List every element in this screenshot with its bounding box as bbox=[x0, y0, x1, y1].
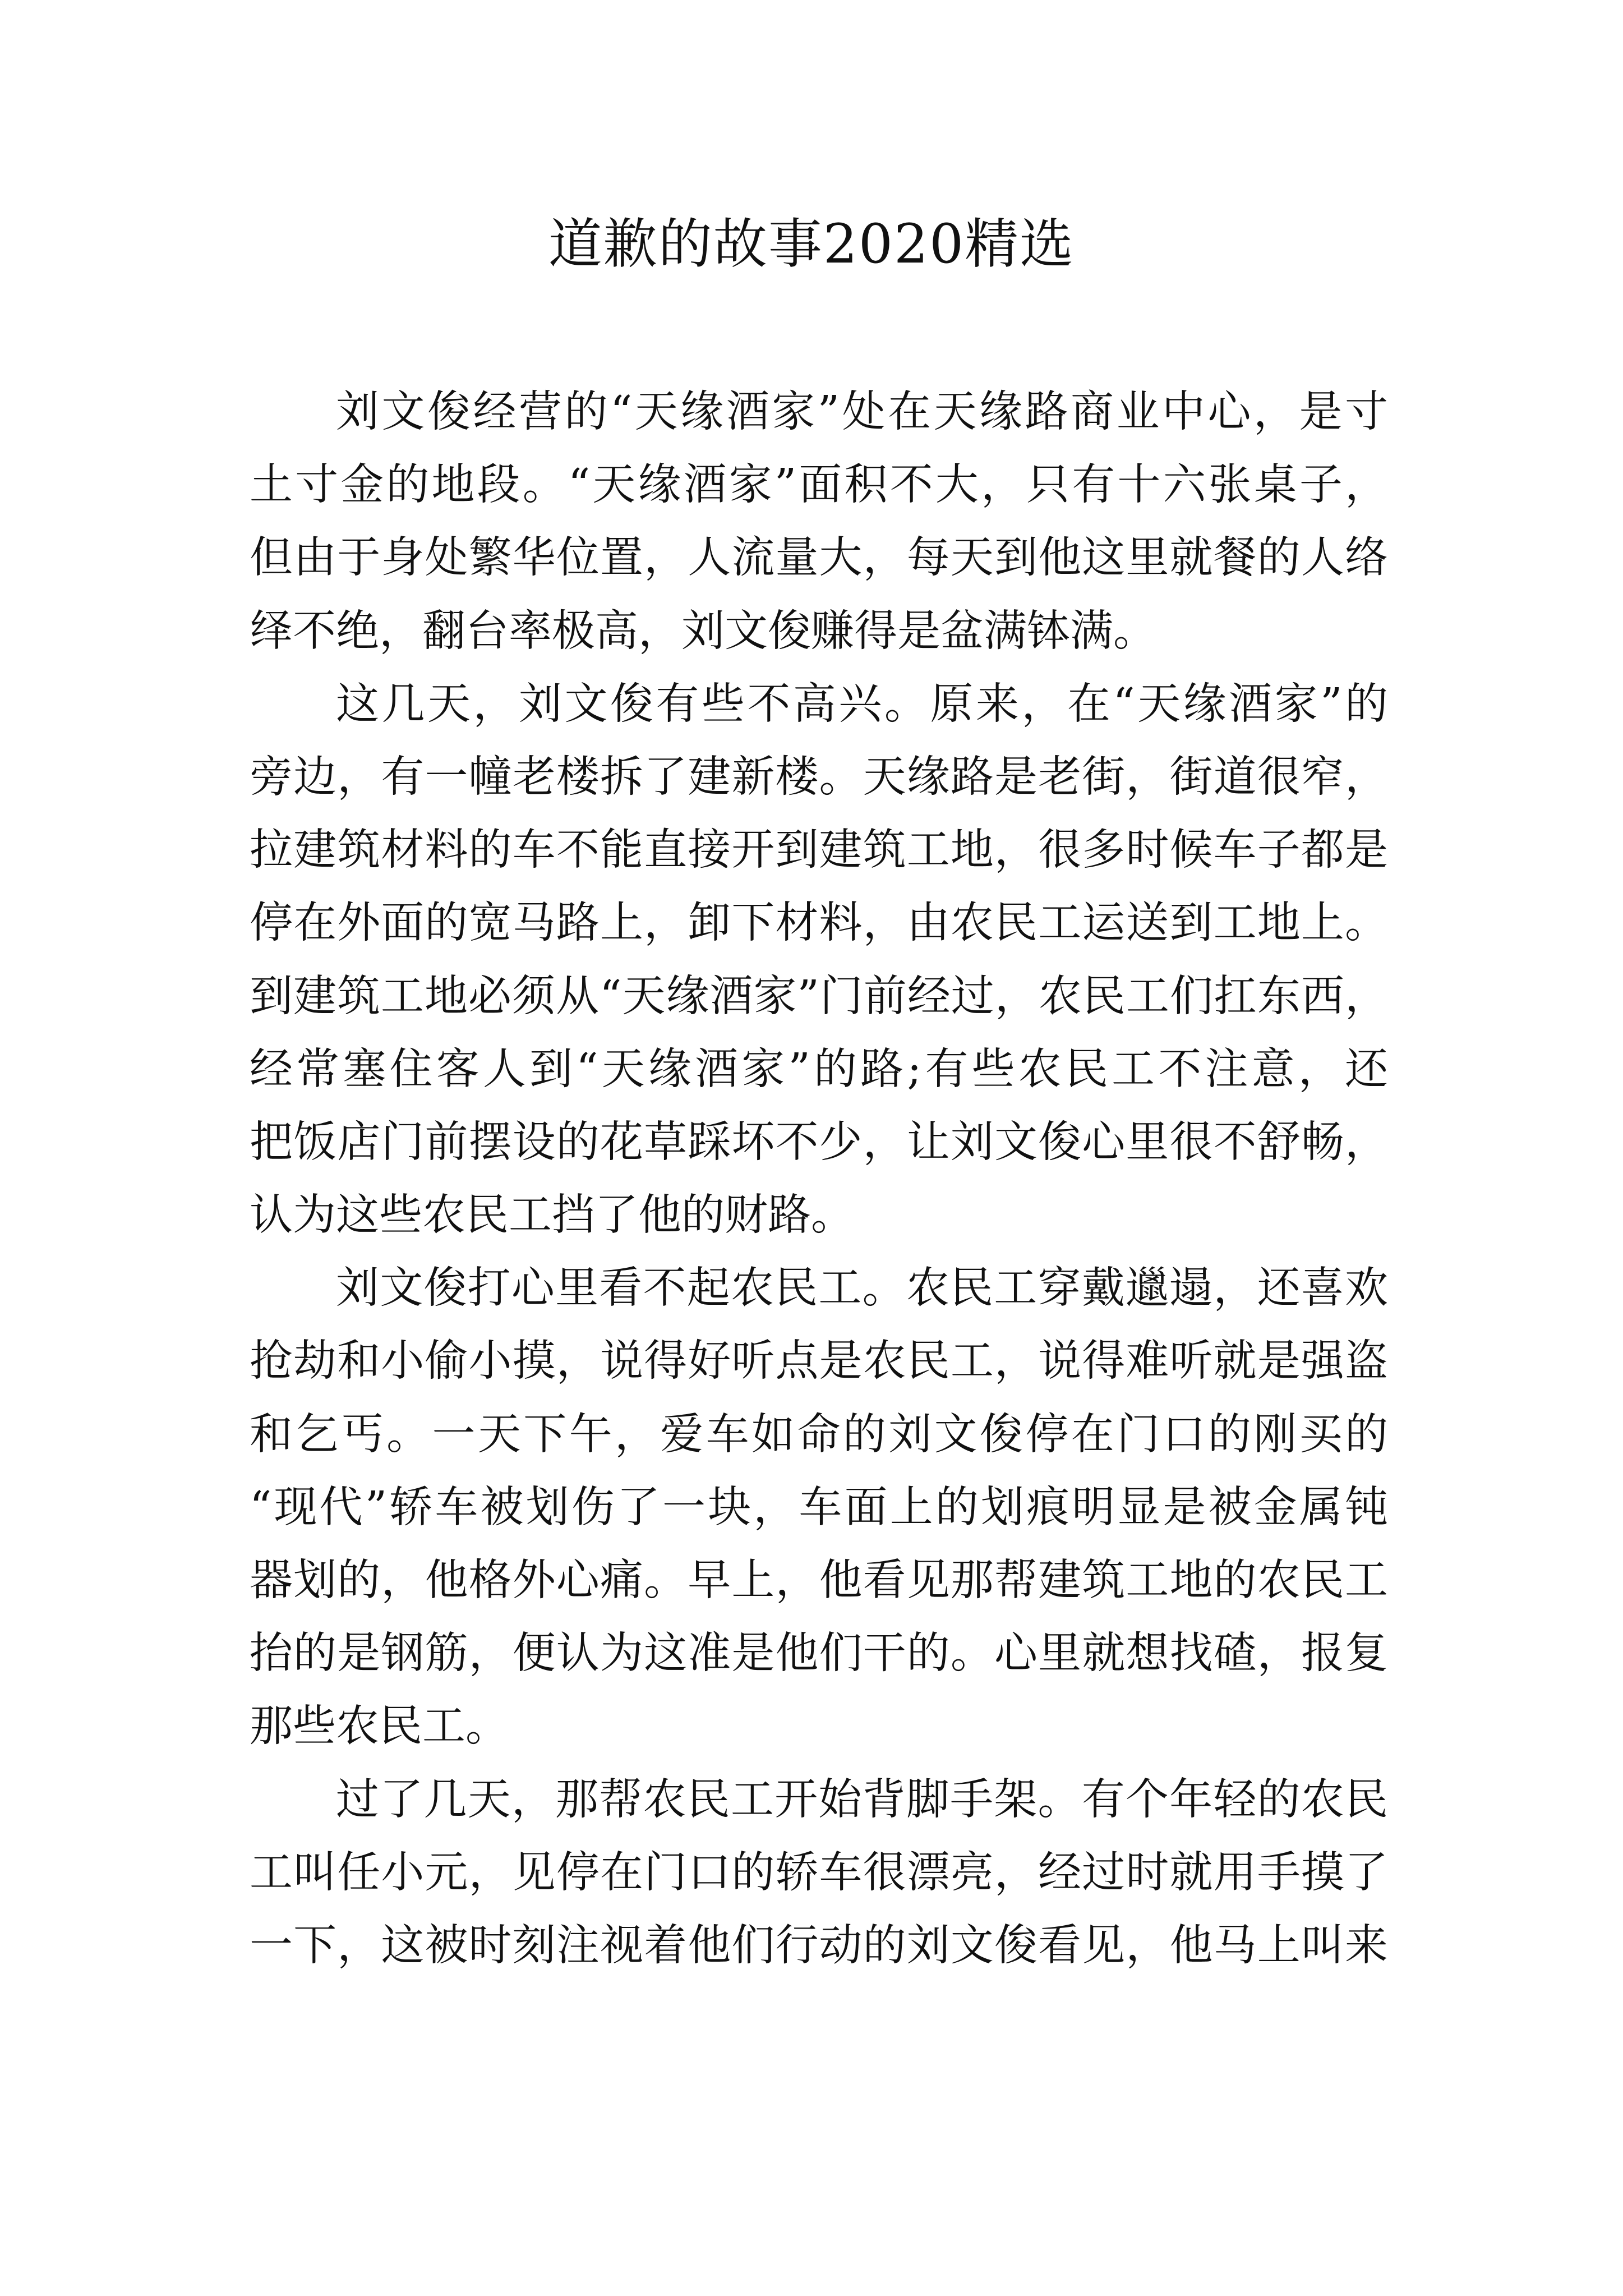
text-line: 把饭店门前摆设的花草踩坏不少，让刘文俊心里很不舒畅， bbox=[250, 1117, 1388, 1167]
text-line: 过了几天，那帮农民工开始背脚手架。有个年轻的农民 bbox=[336, 1774, 1388, 1825]
document-body bbox=[250, 376, 1388, 1982]
text-line: 土寸金的地段。“天缘酒家”面积不大，只有十六张桌子， bbox=[250, 460, 1388, 510]
text-line: 刘文俊打心里看不起农民工。农民工穿戴邋遢，还喜欢 bbox=[336, 1263, 1388, 1314]
text-line: “现代”轿车被划伤了一块，车面上的划痕明显是被金属钝 bbox=[250, 1482, 1388, 1533]
text-line: 但由于身处繁华位置，人流量大，每天到他这里就餐的人络 bbox=[250, 533, 1388, 583]
text-line: 绎不绝，翻台率极高，刘文俊赚得是盆满钵满。 bbox=[250, 606, 1156, 656]
text-line: 拉建筑材料的车不能直接开到建筑工地，很多时候车子都是 bbox=[250, 825, 1388, 876]
text-line: 刘文俊经营的“天缘酒家”处在天缘路商业中心，是寸 bbox=[336, 387, 1388, 437]
text-line: 停在外面的宽马路上，卸下材料，由农民工运送到工地上。 bbox=[250, 898, 1388, 949]
text-line: 工叫任小元，见停在门口的轿车很漂亮，经过时就用手摸了 bbox=[250, 1847, 1388, 1898]
text-line: 这几天，刘文俊有些不高兴。原来，在“天缘酒家”的 bbox=[336, 679, 1388, 729]
text-line: 一下，这被时刻注视着他们行动的刘文俊看见，他马上叫来 bbox=[250, 1920, 1388, 1971]
document-title: 道歉的故事2020精选 bbox=[548, 213, 1075, 275]
text-line: 经常塞住客人到“天缘酒家”的路;有些农民工不注意，还 bbox=[250, 1044, 1388, 1094]
text-line: 认为这些农民工挡了他的财路。 bbox=[250, 1190, 854, 1241]
text-line: 和乞丐。一天下午，爱车如命的刘文俊停在门口的刚买的 bbox=[250, 1409, 1388, 1460]
text-line: 抢劫和小偷小摸，说得好听点是农民工，说得难听就是强盗 bbox=[250, 1336, 1388, 1387]
text-line: 器划的，他格外心痛。早上，他看见那帮建筑工地的农民工 bbox=[250, 1556, 1388, 1605]
text-line: 旁边，有一幢老楼拆了建新楼。天缘路是老街，街道很窄， bbox=[250, 752, 1388, 802]
text-line: 那些农民工。 bbox=[250, 1701, 509, 1752]
text-line: 抬的是钢筋，便认为这准是他们干的。心里就想找碴，报复 bbox=[250, 1628, 1388, 1679]
text-line: 到建筑工地必须从“天缘酒家”门前经过，农民工们扛东西， bbox=[250, 971, 1388, 1022]
